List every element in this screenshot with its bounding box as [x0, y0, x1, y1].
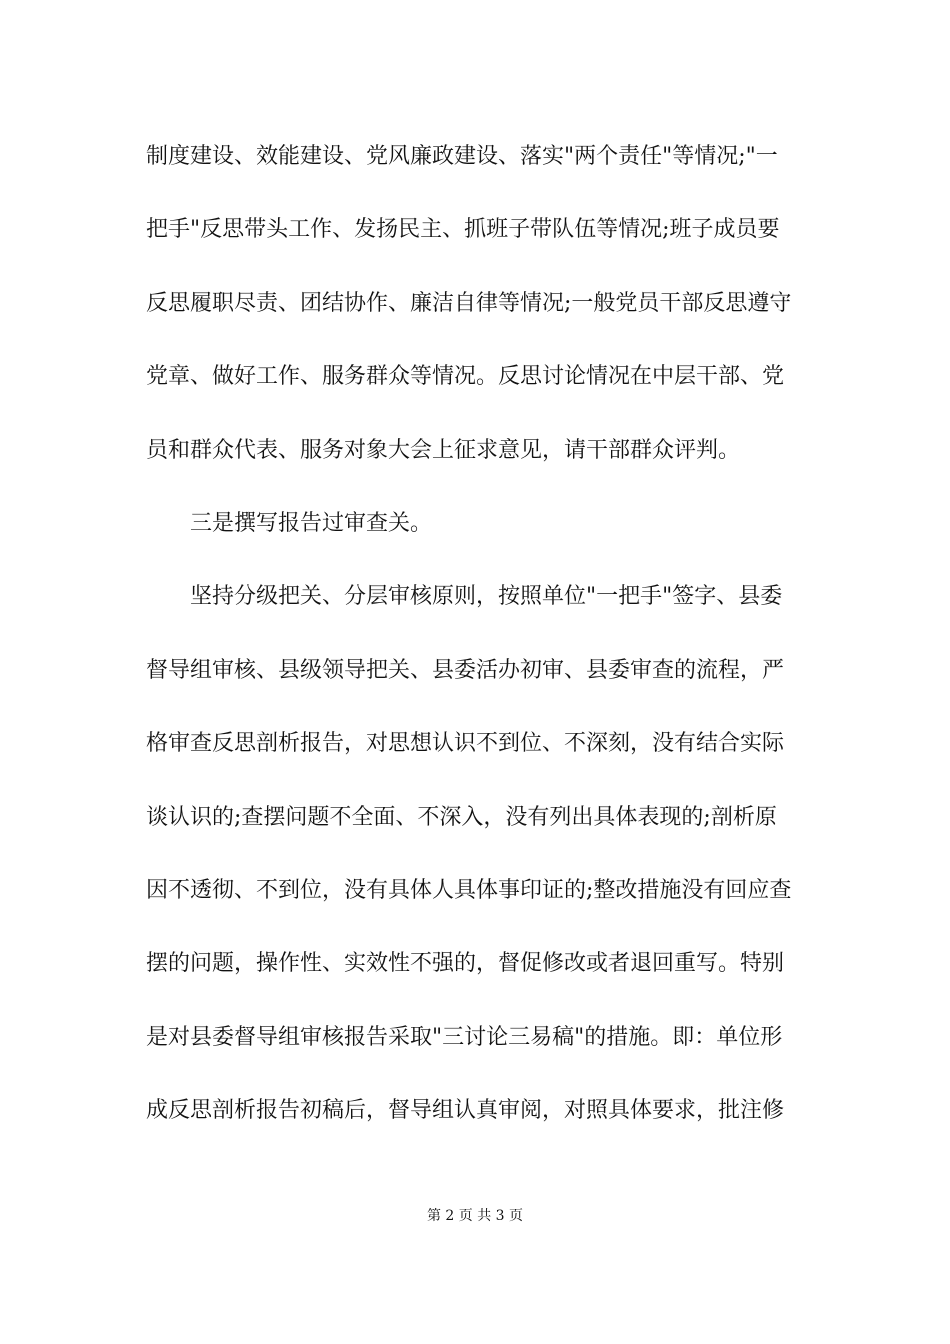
text-line: 制度建设、效能建设、党风廉政建设、落实"两个责任"等情况;"一 — [146, 144, 778, 169]
text-line: 是对县委督导组审核报告采取"三讨论三易稿"的措施。即：单位形 — [146, 1024, 783, 1050]
paragraph-start: 坚持分级把关、分层审核原则，按照单位"一把手"签字、县委 — [190, 584, 783, 610]
text-line: 格审查反思剖析报告，对思想认识不到位、不深刻，没有结合实际 — [146, 731, 785, 757]
text-line: 督导组审核、县级领导把关、县委活办初审、县委审查的流程，严 — [146, 657, 785, 683]
page-number-footer: 第 2 页 共 3 页 — [426, 1208, 524, 1224]
text-line: 成反思剖析报告初稿后，督导组认真审阅，对照具体要求，批注修 — [146, 1098, 785, 1124]
text-line: 因不透彻、不到位，没有具体人具体事印证的;整改措施没有回应查 — [146, 877, 792, 903]
section-heading: 三是撰写报告过审查关。 — [190, 510, 433, 536]
text-line: 把手"反思带头工作、发扬民主、抓班子带队伍等情况;班子成员要 — [146, 217, 780, 243]
text-line: 党章、做好工作、服务群众等情况。反思讨论情况在中层干部、党 — [146, 364, 785, 390]
document-body — [146, 133, 810, 1160]
text-line: 谈认识的;查摆问题不全面、不深入，没有列出具体表现的;剖析原 — [146, 804, 777, 830]
text-line: 摆的问题，操作性、实效性不强的，督促修改或者退回重写。特别 — [146, 951, 785, 977]
text-line: 反思履职尽责、团结协作、廉洁自律等情况;一般党员干部反思遵守 — [146, 290, 792, 316]
text-line: 员和群众代表、服务对象大会上征求意见，请干部群众评判。 — [146, 437, 741, 463]
